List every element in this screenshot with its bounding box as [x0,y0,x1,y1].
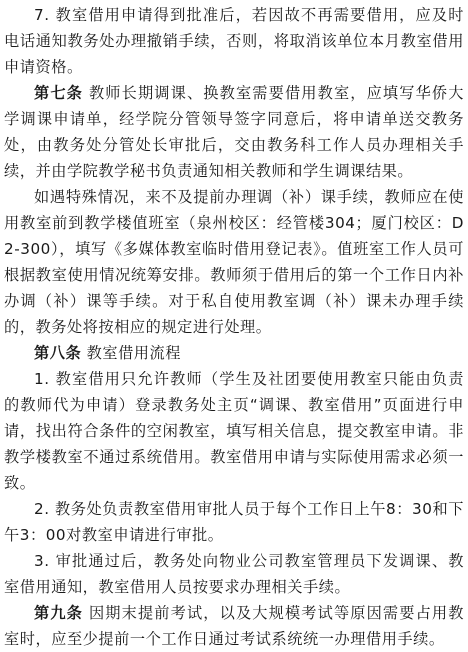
step-text: 1. 教室借用只允许教师（学生及社团要使用教室只能由负责的教师代为申请）登录教务处主页“调课、教室借用”页面进行申请，找出符合条件的空闲教室，填写相关信息，提交教室申请。非教学楼教室不通过系统借用。教室借用申请与实际使用需求必须一致。 [4,370,464,492]
article-7 [4,80,464,184]
article-number: 第八条 [34,344,82,362]
paragraph-item-7 [4,2,464,80]
article-9 [4,600,464,652]
paragraph-special-case [4,184,464,340]
paragraph-text: 7. 教室借用申请得到批准后，若因故不再需要借用，应及时电话通知教务处办理撤销手续，否则，将取消该单位本月教室借用申请资格。 [4,6,464,76]
article-heading-text: 教室借用流程 [81,344,182,362]
article-text: 教师长期调课、换教室需要借用教室，应填写华侨大学调课申请单，经学院分管领导签字同意后，将申请单送交教务处，由教务处分管处长审批后，交由教务科工作人员办理相关手续，并由学院教学秘书负责通知相关教师和学生调课结果。 [4,84,464,180]
process-step-3 [4,548,464,600]
step-text: 3. 审批通过后，教务处向物业公司教室管理员下发调课、教室借用通知，教室借用人员按要求办理相关手续。 [4,552,464,596]
article-number: 第七条 [34,84,83,102]
article-number: 第九条 [34,604,83,622]
document-page [4,2,464,652]
article-8-heading [4,340,464,366]
process-step-1 [4,366,464,496]
process-step-2 [4,496,464,548]
paragraph-text: 如遇特殊情况，来不及提前办理调（补）课手续，教师应在使用教室前到教学楼值班室（泉州校区：经管楼304；厦门校区：D2-300），填写《多媒体教室临时借用登记表》。值班室工作人员可根据教室使用情况统筹安排。教师须于借用后的第一个工作日内补办调（补）课等手续。对于私自使用教室调（补）课未办理手续的，教务处将按相应的规定进行处理。 [4,188,464,336]
step-text: 2. 教务处负责教室借用审批人员于每个工作日上午8：30和下午3：00对教室申请进行审批。 [4,500,464,544]
article-text: 因期末提前考试，以及大规模考试等原因需要占用教室时，应至少提前一个工作日通过考试系统统一办理借用手续。 [4,604,464,648]
